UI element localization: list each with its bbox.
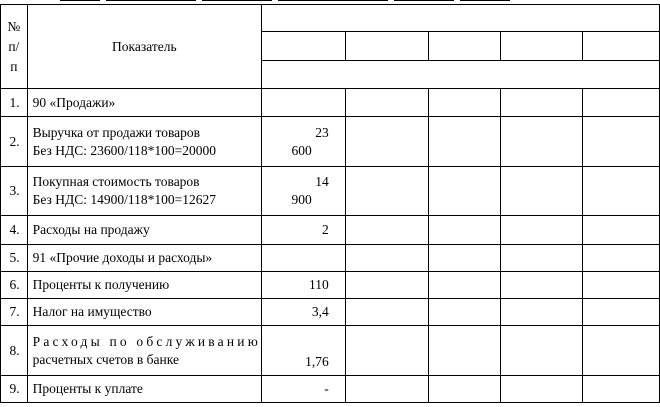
table-row [1, 245, 660, 272]
row-label: Налог на имущество [27, 299, 261, 326]
table-row [1, 299, 660, 326]
cropped-text-line [60, 0, 520, 3]
table-row [1, 272, 660, 299]
row-number: 2. [1, 117, 28, 167]
table-row [1, 216, 660, 245]
row-number: 6. [1, 272, 28, 299]
table-row [1, 326, 660, 376]
row-number: 5. [1, 245, 28, 272]
header-col-2 [345, 32, 429, 61]
table-row [1, 167, 660, 216]
header-col-4 [501, 32, 583, 61]
row-label: Покупная стоимость товаров Без НДС: 14900/118*100=12627 [27, 167, 261, 216]
value-cell: 2 [262, 216, 346, 245]
value-cell: 1,76 [262, 326, 346, 376]
header-col-3 [429, 32, 501, 61]
row-label: Выручка от продажи товаров Без НДС: 23600/118*100=20000 [27, 117, 261, 167]
header-col-5 [583, 32, 660, 61]
row-label: Расходы на продажу [27, 216, 261, 245]
row-number: 8. [1, 326, 28, 376]
row-number: 1. [1, 89, 28, 117]
row-number: 7. [1, 299, 28, 326]
value-cell [262, 89, 346, 117]
header-no-2: п/ [8, 38, 20, 54]
table-row [1, 117, 660, 167]
value-cell: - [262, 376, 346, 403]
table-row [1, 89, 660, 117]
header-number-cell [1, 5, 28, 89]
header-no-1: № [7, 18, 21, 34]
value-cell: 110 [262, 272, 346, 299]
table-row [1, 376, 660, 403]
row-label: Проценты к получению [27, 272, 261, 299]
header-col-1 [262, 32, 346, 61]
value-cell: 14 900 [262, 167, 346, 216]
value-cell [262, 245, 346, 272]
header-top-cell [262, 5, 660, 32]
row-number: 3. [1, 167, 28, 216]
row-label: Расходы по обслуживанию расчетных счетов в банке [27, 326, 261, 376]
header-no-3: п [10, 58, 18, 74]
row-number: 9. [1, 376, 28, 403]
value-cell: 23 600 [262, 117, 346, 167]
header-indicator: Показатель [27, 5, 261, 89]
row-number: 4. [1, 216, 28, 245]
row-label: Проценты к уплате [27, 376, 261, 403]
value-cell: 3,4 [262, 299, 346, 326]
accounting-table [0, 4, 660, 403]
row-label: 91 «Прочие доходы и расходы» [27, 245, 261, 272]
header-bottom-cell [262, 61, 660, 89]
row-label: 90 «Продажи» [27, 89, 261, 117]
